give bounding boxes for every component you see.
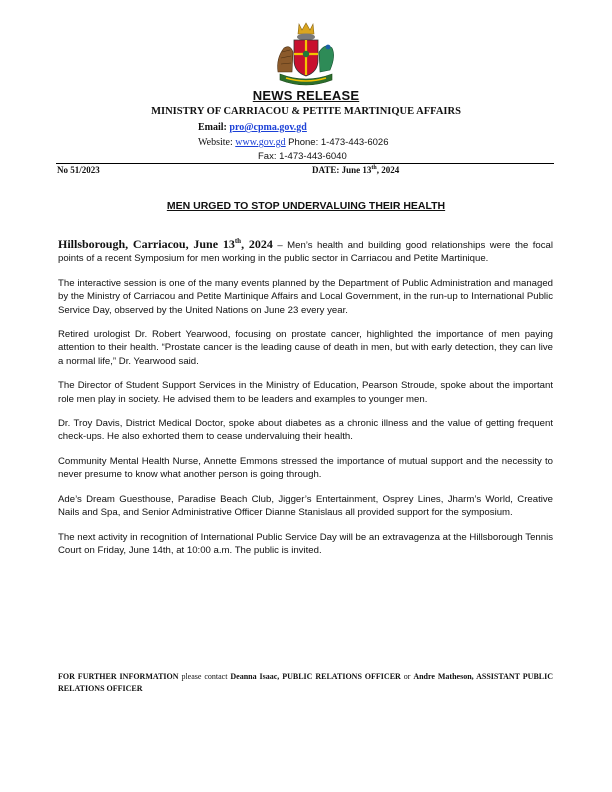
coat-of-arms-icon bbox=[270, 20, 342, 88]
paragraph: Ade’s Dream Guesthouse, Paradise Beach Club, Jigger’s Entertainment, Osprey Lines, Jharm’s World, Creative Nails and Spa, and Senior Administrative Officer Dianne Stanislaus all provided support for the symposium. bbox=[58, 493, 553, 519]
release-date bbox=[312, 165, 399, 175]
header-divider bbox=[56, 163, 554, 164]
email-link[interactable]: pro@cpma.gov.gd bbox=[229, 122, 307, 133]
email-line bbox=[198, 122, 307, 133]
lead-text: – Men’s health and building good relationships were the focal points of a recent Symposium for men working in the public sector in Carriacou and Petite Martinique. bbox=[58, 240, 554, 265]
fax-number: Fax: 1-473-443-6040 bbox=[258, 151, 347, 162]
ministry-name: MINISTRY OF CARRIACOU & PETITE MARTINIQUE AFFAIRS bbox=[151, 106, 461, 117]
paragraph: The next activity in recognition of International Public Service Day will be an extravagenza at the Hillsborough Tennis Court on Friday, June 14th, at 10:00 a.m. The public is invited. bbox=[58, 531, 553, 556]
website-label: Website: bbox=[198, 137, 233, 148]
dateline-sup: th bbox=[234, 237, 242, 245]
dateline bbox=[58, 237, 273, 251]
footer-contact-2: Andre Matheson, ASSISTANT PUBLIC RELATIONS OFFICER bbox=[58, 672, 554, 693]
date-suffix-sup: th bbox=[371, 165, 377, 171]
paragraph: The Director of Student Support Services in the Ministry of Education, Pearson Stroude, spoke about the important role men play in society. He advised them to be leaders and examples to younger men. bbox=[58, 380, 553, 405]
footer-text-1: please contact bbox=[178, 672, 231, 681]
phone-number: Phone: 1-473-443-6026 bbox=[288, 137, 389, 148]
lead-paragraph bbox=[58, 238, 553, 266]
footer-text-2: or bbox=[400, 672, 414, 681]
paragraph: The interactive session is one of the many events planned by the Department of Public Administration and managed by the Ministry of Carriacou and Petite Martinique Affairs and Local Government, in the run-up to International Public Service Day, observed by the United Nations on June 23 every year. bbox=[58, 277, 553, 316]
paragraph: Retired urologist Dr. Robert Yearwood, focusing on prostate cancer, highlighted the importance of men paying attention to their health. “Prostate cancer is the leading cause of death in men, but with early detection, they can live a normal life,” Dr. Yearwood said. bbox=[58, 329, 553, 367]
email-label: Email: bbox=[198, 122, 227, 133]
paragraph: Community Mental Health Nurse, Annette Emmons stressed the importance of mutual support and the necessity to never presume to know what another person is going through. bbox=[58, 455, 553, 481]
footer-lead: FOR FURTHER INFORMATION bbox=[58, 672, 179, 681]
headline: MEN URGED TO STOP UNDERVALUING THEIR HEALTH bbox=[166, 200, 446, 212]
website-link[interactable]: www.gov.gd bbox=[235, 137, 286, 148]
footer-contact-1: Deanna Isaac, PUBLIC RELATIONS OFFICER bbox=[230, 672, 401, 681]
news-release-title: NEWS RELEASE bbox=[252, 88, 360, 103]
article-body bbox=[58, 238, 553, 568]
dateline-year: , 2024 bbox=[241, 237, 273, 251]
date-year: , 2024 bbox=[376, 165, 400, 175]
release-number: No 51/2023 bbox=[57, 165, 100, 175]
website-line bbox=[198, 137, 388, 148]
contact-footer bbox=[58, 671, 553, 695]
dateline-prefix: Hillsborough, Carriacou, June 13 bbox=[58, 237, 235, 251]
date-prefix: DATE: June 13 bbox=[312, 165, 372, 175]
paragraph: Dr. Troy Davis, District Medical Doctor, spoke about diabetes as a chronic illness and the value of getting frequent check-ups. He also exhorted them to cease undervaluing their health. bbox=[58, 418, 553, 443]
